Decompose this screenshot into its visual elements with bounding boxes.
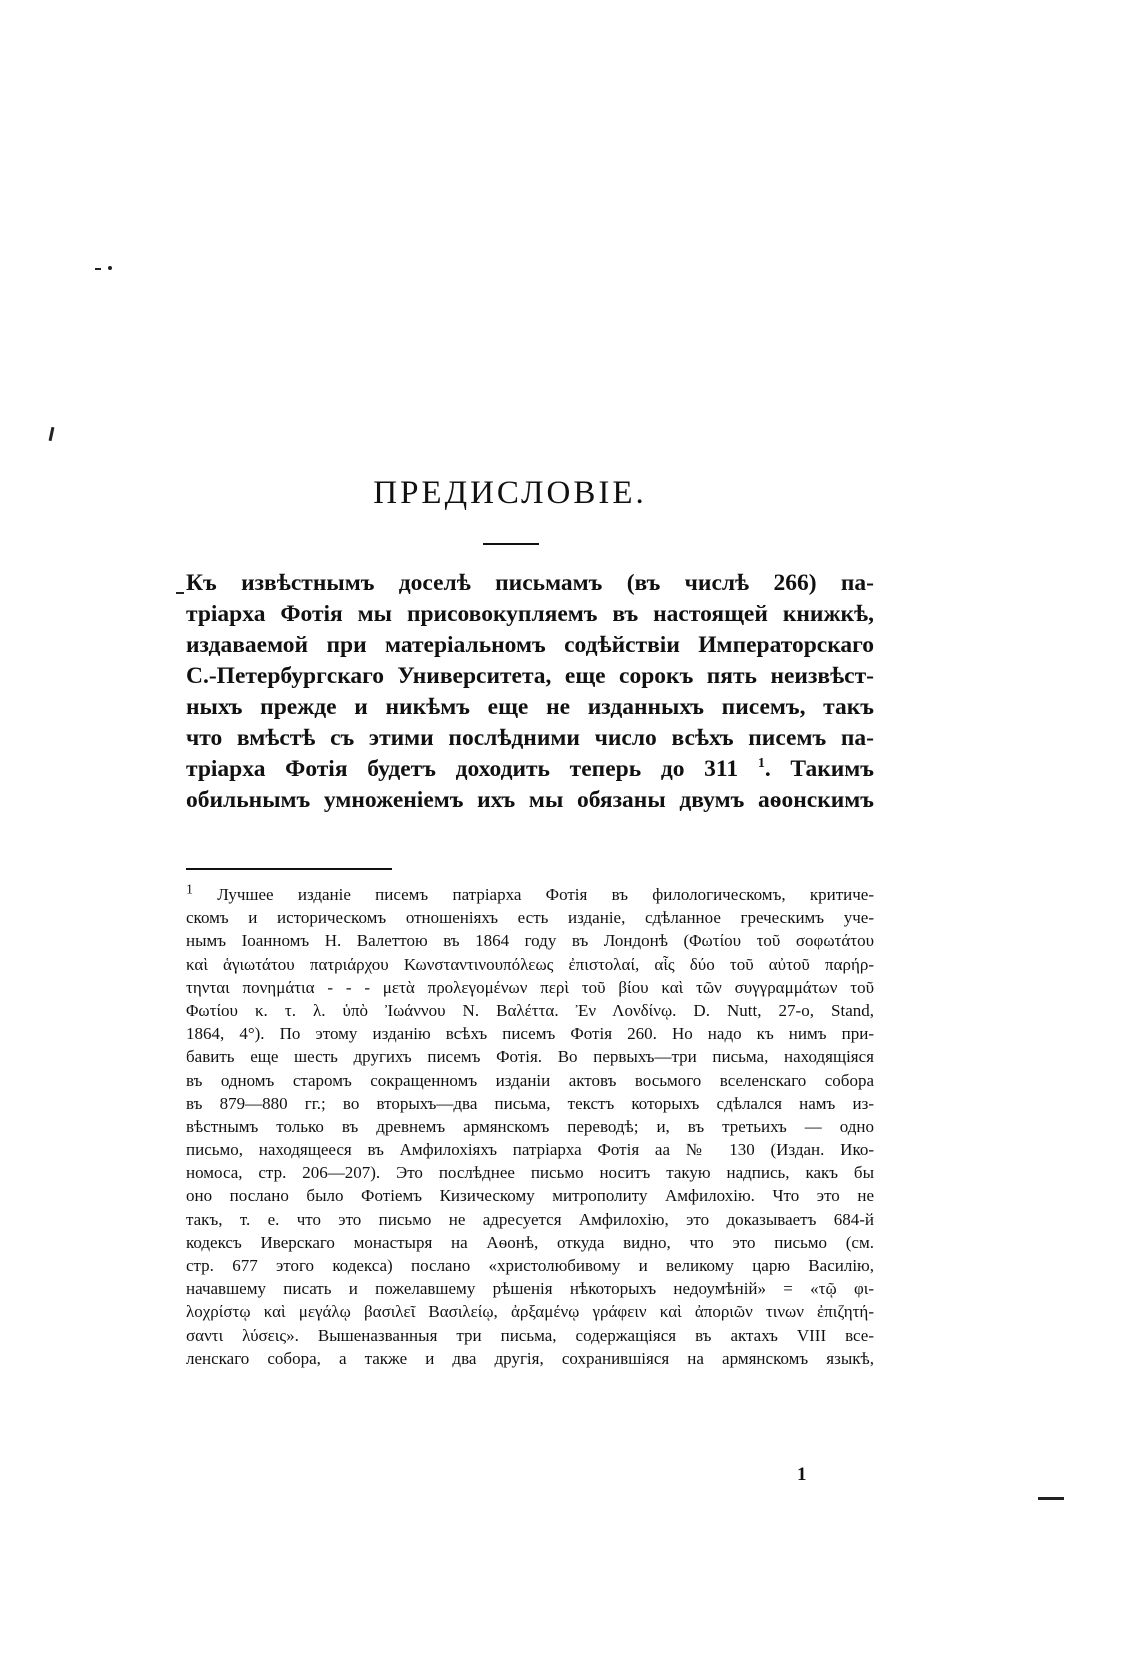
footnote-line: начавшему писать и пожелавшему рѣшенія нѣкоторыхъ недоумѣній» = «τῷ φι-	[186, 1279, 874, 1299]
footnote-line: вѣстнымъ только въ древнемъ армянскомъ переводѣ; и, въ третьихъ — одно	[186, 1116, 874, 1136]
footnote-line-text: Лучшее изданіе писемъ патріарха Фотія въ филологическомъ, критиче-	[217, 885, 875, 904]
footnote-line: бавить еще шесть другихъ писемъ Фотія. Во первыхъ—три письма, находящіяся	[186, 1047, 874, 1067]
footnote-line: такъ, т. е. что это письмо не адресуется Амфилохію, это доказываетъ 684-й	[186, 1209, 874, 1229]
body-line: издаваемой при матеріальномъ содѣйствіи Императорскаго	[186, 632, 874, 658]
body-line	[186, 754, 874, 785]
scan-speck	[49, 427, 55, 441]
footnote-line: λοχρίστῳ καὶ μεγάλῳ βασιλεῖ Βασιλείῳ, ἀρξαμένῳ γράφειν καὶ ἀποριῶν τινων ἐπιζητή-	[186, 1302, 874, 1322]
footnote-line: кодексъ Иверскаго монастыря на Аѳонѣ, откуда видно, что это письмо (см.	[186, 1232, 874, 1252]
footnote-line: καὶ ἁγιωτάτου πατριάρχου Κωνσταντινουπόλεως ἐπιστολαί, αἷς δύο τοῦ αὐτοῦ παρήρ-	[186, 954, 874, 974]
footnote-line: 1864, 4°). По этому изданію всѣхъ писемъ Фотія 260. Но надо къ нимъ при-	[186, 1024, 874, 1044]
title-divider	[483, 543, 539, 545]
body-line: Къ извѣстнымъ доселѣ письмамъ (въ числѣ 266) па-	[186, 570, 874, 596]
footnote-line: τηνται πονημάτια - - - μετὰ προλεγομένων περὶ τοῦ βίου καὶ τῶν συγγραμμάτων τοῦ	[186, 977, 874, 997]
body-line: обильнымъ умноженіемъ ихъ мы обязаны двумъ аѳонскимъ	[186, 787, 874, 813]
footnote-line: σαντι λύσεις». Вышеназванныя три письма, содержащіяся въ актахъ VIII все-	[186, 1325, 874, 1345]
footnote-marker: 1	[186, 882, 193, 898]
body-paragraph	[186, 568, 874, 816]
footnote	[186, 883, 874, 1370]
footnote-line: нымъ Іоанномъ Н. Валеттою въ 1864 году въ Лондонѣ (Φωτίου τοῦ σοφωτάτου	[186, 931, 874, 951]
footnote-line: оно послано было Фотіемъ Кизическому митрополиту Амфилохію. Что это не	[186, 1186, 874, 1206]
footnote-line: номоса, стр. 206—207). Это послѣднее письмо носитъ такую надпись, какъ бы	[186, 1163, 874, 1183]
page-number: 1	[797, 1464, 807, 1485]
scan-speck	[176, 592, 184, 594]
page-title: ПРЕДИСЛОВIE.	[373, 475, 647, 511]
body-line: ныхъ прежде и никѣмъ еще не изданныхъ писемъ, такъ	[186, 694, 874, 720]
footnote-line: стр. 677 этого кодекса) послано «христолюбивому и великому царю Василію,	[186, 1256, 874, 1275]
footnote-line: скомъ и историческомъ отношеніяхъ есть изданіе, сдѣланное греческимъ уче-	[186, 908, 874, 928]
footnote-line	[186, 883, 874, 906]
body-line: тріарха Фотія мы присовокупляемъ въ настоящей книжкѣ,	[186, 601, 874, 627]
footnote-ref[interactable]: 1	[757, 756, 765, 772]
footnote-line: въ 879—880 гг.; во вторыхъ—два письма, текстъ которыхъ сдѣлался намъ из-	[186, 1093, 874, 1113]
footnote-line: ленскаго собора, а также и два другія, сохранившіяся на армянскомъ языкѣ,	[186, 1348, 874, 1368]
footnote-line: письмо, находящееся въ Амфилохіяхъ патріарха Фотія аа № 130 (Издан. Ико-	[186, 1140, 874, 1160]
footnote-divider	[186, 868, 392, 870]
scan-speck	[108, 266, 112, 270]
body-line-tail: . Такимъ	[764, 756, 875, 782]
scan-speck	[95, 268, 101, 270]
footnote-line: Φωτίου κ. τ. λ. ὑπὸ Ἰωάννου Ν. Βαλέττα. Ἐν Λονδίνῳ. D. Nutt, 27-o, Stand,	[186, 1000, 874, 1020]
body-line-text: тріарха Фотія будетъ доходить теперь до 311	[186, 756, 739, 782]
footnote-line: въ одномъ старомъ сокращенномъ изданіи актовъ восьмого вселенскаго собора	[186, 1070, 874, 1090]
body-line: что вмѣстѣ съ этими послѣдними число всѣхъ писемъ па-	[186, 725, 874, 751]
scan-speck	[1038, 1497, 1064, 1500]
body-line: С.-Петербургскаго Университета, еще сорокъ пять неизвѣст-	[186, 663, 874, 689]
